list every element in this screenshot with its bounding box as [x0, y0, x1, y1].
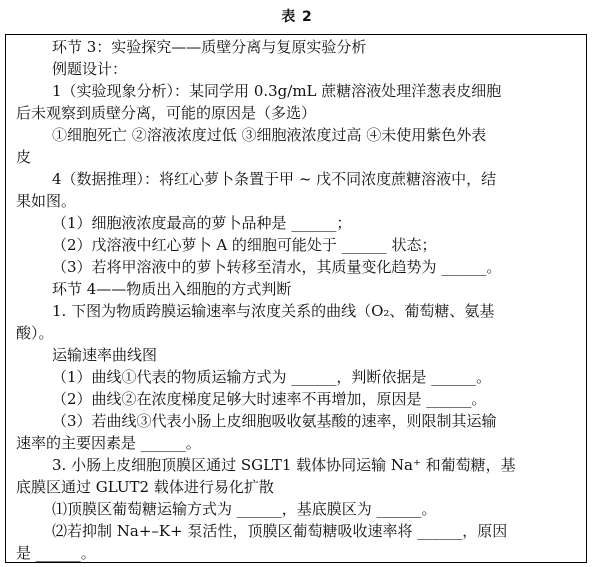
- question-1-text-cont: 后未观察到质壁分离，可能的原因是（多选）: [16, 104, 317, 122]
- question-4-sub-1: （1）细胞液浓度最高的萝卜品种是 ______；: [52, 214, 352, 232]
- section-3-heading: 环节 3：实验探究——质壁分离与复原实验分析: [52, 38, 367, 56]
- section-4-q3-sub-1: ⑴顶膜区葡萄糖运输方式为 ______，基底膜区为 ______。: [52, 500, 437, 518]
- section-4-q1-text-cont: 酸）。: [16, 324, 54, 342]
- question-4-text: 4（数据推理）：将红心萝卜条置于甲 ~ 戊不同浓度蔗糖溶液中，结: [52, 170, 497, 188]
- example-heading: 例题设计：: [52, 60, 128, 78]
- figure-placeholder-label: 运输速率曲线图: [52, 346, 158, 364]
- section-4-q1-sub-3-cont: 速率的主要因素是 ______。: [16, 434, 201, 452]
- section-4-q3-text-cont: 底膜区通过 GLUT2 载体进行易化扩散: [16, 478, 274, 496]
- section-4-q1-sub-2: （2）曲线②在浓度梯度足够大时速率不再增加，原因是 ______。: [52, 390, 487, 408]
- question-1-text: 1（实验现象分析）：某同学用 0.3g/mL 蔗糖溶液处理洋葱表皮细胞: [52, 82, 502, 100]
- question-4-sub-3: （3）若将甲溶液中的萝卜转移至清水，其质量变化趋势为 ______。: [52, 258, 502, 276]
- section-4-q1-sub-1: （1）曲线①代表的物质运输方式为 ______，判断依据是 ______。: [52, 368, 492, 386]
- table-frame: [5, 34, 587, 563]
- question-4-sub-2: （2）戊溶液中红心萝卜 A 的细胞可能处于 ______ 状态；: [52, 236, 437, 254]
- question-1-options-cont: 皮: [16, 148, 32, 166]
- section-4-q3-text: 3. 小肠上皮细胞顶膜区通过 SGLT1 载体协同运输 Na⁺ 和葡萄糖，基: [52, 456, 516, 474]
- question-1-options: ①细胞死亡 ②溶液浓度过低 ③细胞液浓度过高 ④未使用紫色外表: [52, 126, 487, 144]
- section-4-q1-sub-3: （3）若曲线③代表小肠上皮细胞吸收氨基酸的速率，则限制其运输: [52, 412, 497, 430]
- section-4-q1-text: 1. 下图为物质跨膜运输速率与浓度关系的曲线（O₂、葡萄糖、氨基: [52, 302, 495, 320]
- section-4-q3-sub-2: ⑵若抑制 Na+–K+ 泵活性，顶膜区葡萄糖吸收速率将 ______，原因: [52, 522, 508, 540]
- section-4-heading: 环节 4——物质出入细胞的方式判断: [52, 280, 292, 298]
- question-4-text-cont: 果如图。: [16, 192, 77, 210]
- table-title: 表 2: [281, 9, 313, 25]
- section-4-q3-sub-2-cont: 是 ______。: [16, 544, 96, 562]
